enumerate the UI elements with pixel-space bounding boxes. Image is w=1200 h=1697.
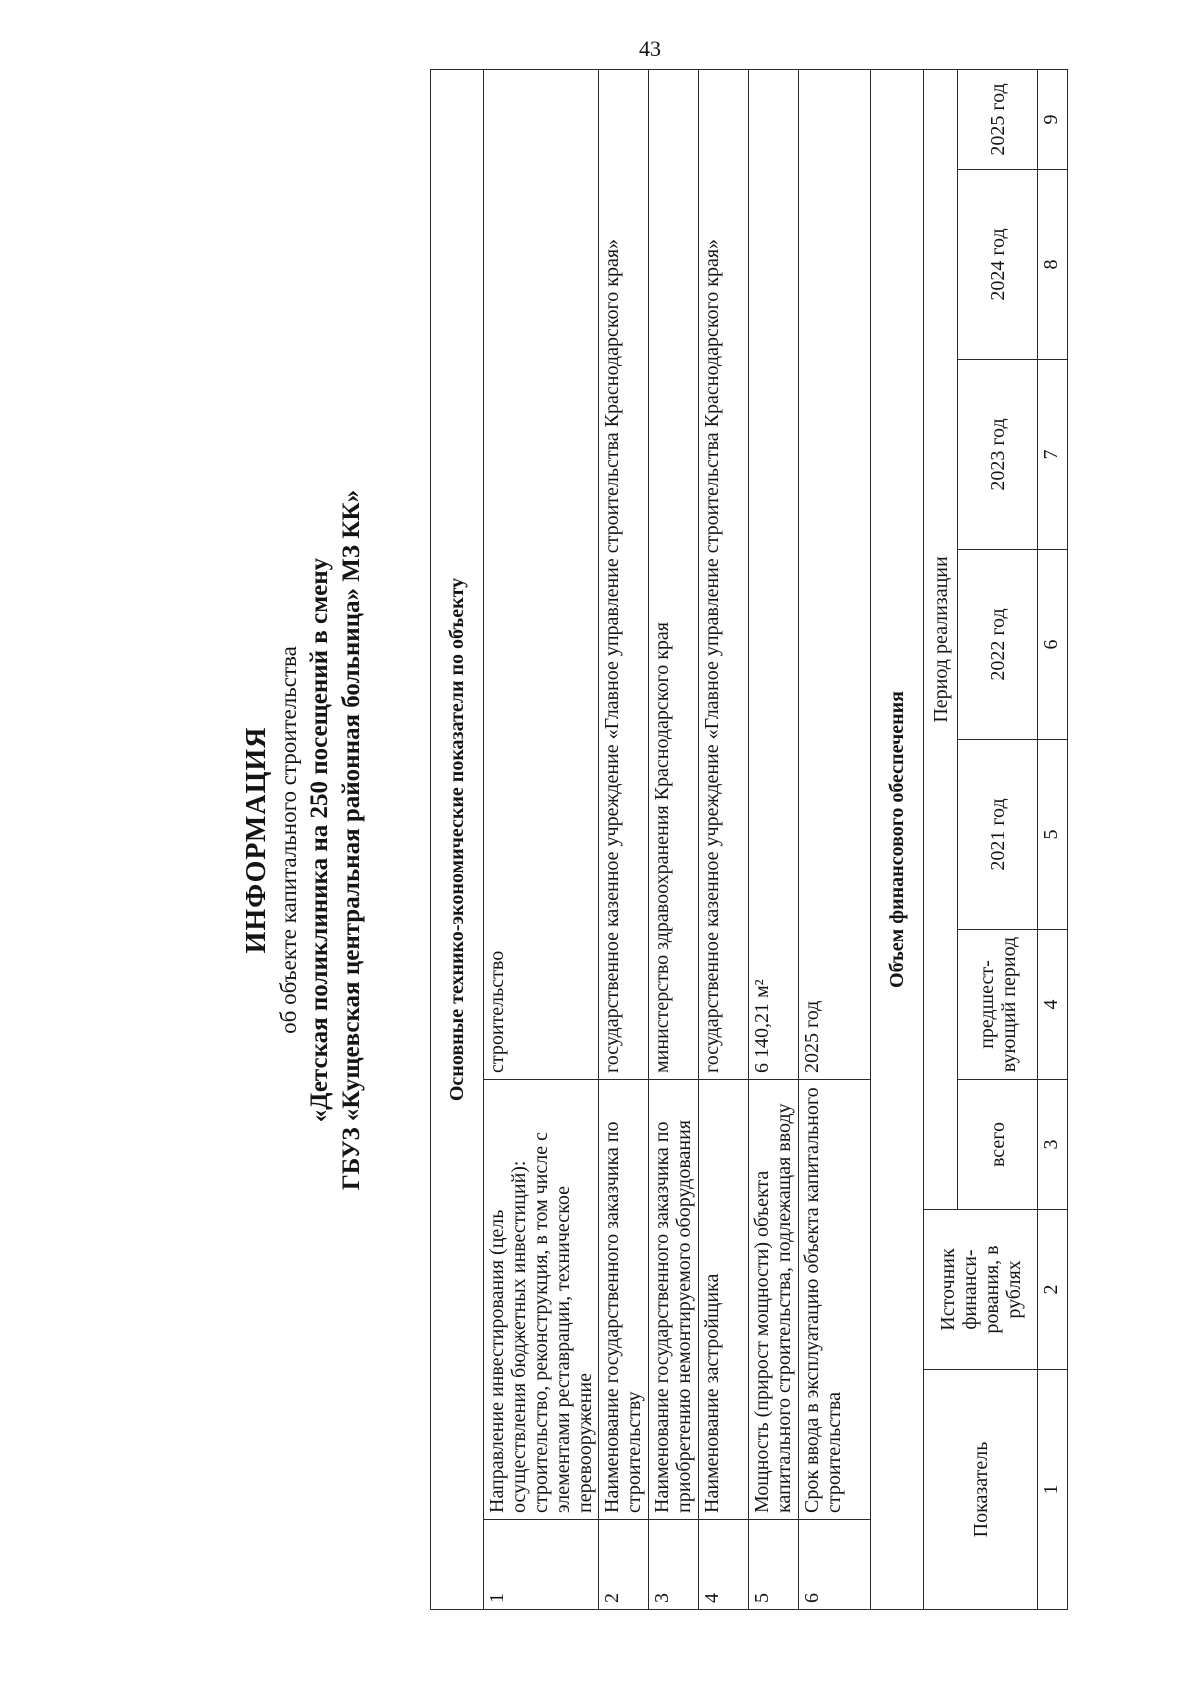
row-value: министерство здравоохранения Краснодарского края [649, 69, 699, 1079]
title-line-3: «Детская поликлиника на 250 посещений в смену [306, 557, 333, 1123]
row-label: Наименование застройщика [699, 1080, 749, 1520]
row-number: 2 [599, 1520, 649, 1610]
col-number: 7 [1038, 360, 1068, 550]
col-source-header: Источник финанси-рования, в рублях [924, 1210, 1038, 1370]
table-row [749, 69, 799, 1609]
title-line-4: ГБУЗ «Кущевская центральная районная больница» МЗ КК» [338, 489, 365, 1191]
row-value: государственное казенное учреждение «Главное управление строительства Краснодарского края» [599, 69, 649, 1079]
col-number: 4 [1038, 930, 1068, 1080]
col-number: 3 [1038, 1080, 1068, 1210]
col-year-header: 2025 год [958, 69, 1038, 169]
col-number: 6 [1038, 550, 1068, 740]
col-number: 8 [1038, 170, 1068, 360]
col-number: 1 [1038, 1370, 1068, 1610]
row-value: 2025 год [799, 69, 871, 1079]
col-number: 5 [1038, 740, 1068, 930]
row-number: 3 [649, 1520, 699, 1610]
row-value: строительство [484, 69, 599, 1079]
info-table [430, 69, 1068, 1610]
col-year-header: 2021 год [958, 740, 1038, 930]
col-year-header: 2022 год [958, 550, 1038, 740]
title-line-2: об объекте капитального строительства [276, 646, 301, 1034]
title-line-1: ИНФОРМАЦИЯ [241, 726, 272, 954]
col-total-header: всего [958, 1080, 1038, 1210]
row-value: 6 140,21 м² [749, 69, 799, 1079]
table-row [599, 69, 649, 1609]
row-label: Наименование государственного заказчика по приобретению немонтируемого оборудования [649, 1080, 699, 1520]
section2-header: Объем финансового обеспечения [871, 69, 924, 1609]
row-value: государственное казенное учреждение «Главное управление строительства Краснодарского края» [699, 69, 749, 1079]
table-row [799, 69, 871, 1609]
table-row [649, 69, 699, 1609]
col-year-header: 2023 год [958, 360, 1038, 550]
row-number: 5 [749, 1520, 799, 1610]
row-number: 4 [699, 1520, 749, 1610]
row-number: 6 [799, 1520, 871, 1610]
row-number: 1 [484, 1520, 599, 1610]
row-label: Срок ввода в эксплуатацию объекта капитального строительства [799, 1080, 871, 1520]
col-number: 2 [1038, 1210, 1068, 1370]
row-label: Мощность (прирост мощности) объекта капитального строительства, подлежащая вводу [749, 1080, 799, 1520]
row-label: Наименование государственного заказчика по строительству [599, 1080, 649, 1520]
col-indicator-header: Показатель [924, 1370, 1038, 1610]
table-row [484, 69, 599, 1609]
rotated-page [240, 70, 1120, 1610]
document-title [240, 70, 368, 1610]
row-label: Направление инвестирования (цель осуществления бюджетных инвестиций): строительство, реконструкция, в том числе с элементами реставрации, техническое перевооружение [484, 1080, 599, 1520]
col-prev-header: предшест-вующий период [958, 930, 1038, 1080]
page-number: 43 [639, 36, 661, 61]
col-period-header: Период реализации [924, 69, 958, 1209]
col-year-header: 2024 год [958, 170, 1038, 360]
col-number: 9 [1038, 69, 1068, 169]
section1-header: Основные технико-экономические показатели по объекту [431, 69, 484, 1609]
table-row [699, 69, 749, 1609]
